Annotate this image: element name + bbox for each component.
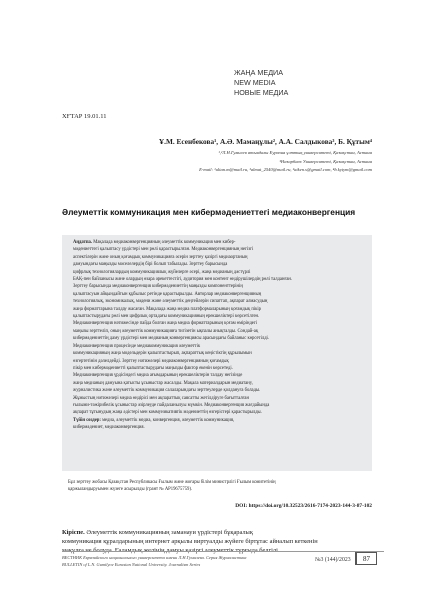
- abstract-line: аспектілерін және оның қоғамдық коммуникацияға әсерін зерттеу қазіргі медиаортаның: [73, 254, 248, 260]
- abstract-line: БАҚ-пен байланысы және олардың өзара әрекеттестігі, аудитория мен контент өндірушілердің рөлі талданған.: [73, 277, 293, 283]
- abstract-line: ғылыми-тәжірибелік ұсыныстар әзірлеуде пайдаланылуы мүмкін. Медиаконвергенция жағдайында: [73, 402, 270, 408]
- abstract-line: маңызы зерттеліп, оның әлеуметтік коммуникацияға тигізетін ықпалы анықталды. Сондай-ақ: [73, 328, 259, 334]
- intro-label: Кіріспе.: [62, 529, 85, 536]
- abstract-line: Жұмыстың нәтижелері медиа өндірісі мен ақпараттық саясатты жетілдіруге бағытталған: [73, 395, 249, 401]
- abstract-line: жаңа медианың дамуына қатысты ұсыныстар жасалды. Мақала материалдарын медиатану,: [73, 380, 253, 386]
- journal-name-en: BULLETIN of L.N. Gumilyov Eurasian National University. Journalism Series: [62, 562, 201, 567]
- acknowledgement: [68, 479, 368, 494]
- page-number: 87: [355, 552, 377, 565]
- intro-line: Әлеуметтік коммуникацияның заманауи үрдістері бұқаралық: [86, 529, 253, 536]
- intro-first-line: [62, 528, 384, 537]
- rubric-ru: НОВЫЕ МЕДИА: [234, 88, 289, 97]
- keywords-continued: кибермәдениет, медиаконвергенция.: [73, 425, 145, 431]
- abstract-line: Медиаконвергенция процесінде медиакоммуникация әлеуметтік: [73, 343, 201, 349]
- abstract-line: цифрлық технологиялардың коммуникациялық жүйелерге әсері, жаңа медианың дәстүрлі: [73, 269, 251, 275]
- affiliation-email: E-mail: ¹ultan.m@mail.ru, ²almat_2540@mail.ru, ³aiken.s@gmail.com, ⁴b.kytym@gmail.com: [199, 167, 372, 173]
- abstract-line: жаңа форматтарына талдау жасаған. Мақалада жаңа медиа платформаларының қоғамдық пікір: [73, 306, 261, 312]
- abstract-line: қалыптастырудағы рөлі мен цифрлық ортадағы коммуникацияның ерекшеліктері көрсетілген.: [73, 314, 260, 320]
- ack-line: Бұл зерттеу жобасы Қазақстан Республикасы Ғылым және жоғары білім министрлігі Ғылым комитетінің: [68, 480, 276, 485]
- abstract-line: коммуникацияның жаңа модельдерін қалыптастырып, ақпараттық кеңістіктің құрылымын: [73, 351, 252, 357]
- intro-line: мақұлға не болуда. Ғаламдық желінің дамуы қазіргі әлеуметтік тұрғыда белгілі.: [62, 547, 280, 555]
- keywords-label: Түйін сөздер:: [73, 417, 101, 423]
- abstract-line: технологиялық, экономикалық, мәдени және әлеуметтік деңгейлерін сипаттап, ақпарат алмасудың: [73, 299, 268, 305]
- affiliation-2: ³Назарбаев Университеті, Қазақстан, Астана: [279, 158, 372, 164]
- abstract-label: Аңдатпа.: [73, 240, 93, 245]
- irsti-code: ХҒТАР 19.01.11: [62, 113, 107, 120]
- article-title: Әлеуметтік коммуникация мен кибермәдениеттегі медиаконвергенция: [62, 207, 356, 217]
- abstract-line: пікір мен кибермәдениетті қалыптастырудағы маңызды фактор екенін көрсетеді.: [73, 365, 233, 371]
- abstract-line: Медиаконвергенция нәтижесінде пайда болған жаңа медиа форматтарының қоғам өміріндегі: [73, 321, 258, 327]
- abstract-line: Зерттеу барысында медиаконвергенция кибермәдениеттің маңызды компоненттерінің: [73, 284, 243, 290]
- authors-line: Ұ.М. Есенбекова¹, А.Ә. Мамаңұлы², А.А. Салдыкова³, Б. Құтым⁴: [158, 137, 372, 146]
- footer-journal: [62, 554, 246, 568]
- journal-name-ru: ВЕСТНИК Евразийского национального университета имени Л.Н.Гумилева. Серия Журналистика: [62, 555, 247, 560]
- doi-link[interactable]: DOI: https://doi.org/10.32523/2616-7174-2023-144-3-87-102: [235, 503, 372, 509]
- abstract-line: кибермәдениеттің даму үрдістері мен медианың конвергенциясы арасындағы байланыс көрсетілді.: [73, 336, 269, 342]
- abstract-line: қалыптасуын айқындайтын құбылыс ретінде қарастырылды. Авторлар медиаконвергенцияның: [73, 291, 262, 297]
- issue-number: №3 (144)/2023: [315, 557, 351, 563]
- abstract-line: Мақалада медиаконвергенцияның әлеуметтік коммуникация мен кибер-: [93, 240, 236, 245]
- abstract-line: журналистика және әлеуметтік коммуникация салаларындағы зерттеулерде қолдануға болады.: [73, 388, 261, 394]
- keywords-line: [73, 417, 363, 424]
- keywords: медиа, әлеуметтік медиа, конвергенция, әлеуметтік коммуникация,: [102, 417, 235, 423]
- abstract-text: [73, 239, 363, 432]
- ack-line: қаржыландыруымен жүзеге асырылды (грант № AP19675759).: [68, 487, 193, 493]
- abstract-line: мәдениеттегі қалыптасу үрдістері мен рөлі қарастырылған. Медиаконвергенцияның негізгі: [73, 247, 254, 253]
- footer-divider: [62, 551, 384, 552]
- affiliations: [62, 149, 372, 175]
- intro-line: коммуникация құралдарының интернет арқылы виртуалды жүйеге біртұтас айналып кеткенін: [62, 538, 318, 546]
- abstract-line: өзгертетінін дәлелдейді. Зерттеу нәтижелері медиаконвергенцияның қоғамдық: [73, 358, 229, 364]
- abstract-line: ақпарат тұтынудың жаңа әдістері мен коммуникативтік мәдениеттің өзгерістері қарастырылды.: [73, 410, 262, 416]
- abstract-line: дамуындағы маңызды мәселелердің бірі болып табылады. Зерттеу барысында: [73, 262, 228, 268]
- rubric-kz: ЖАҢА МЕДИА: [234, 68, 284, 77]
- rubric-en: NEW MEDIA: [234, 78, 276, 87]
- affiliation-1: ¹,²Л.Н.Гумилев атындағы Еуразия ұлттық университеті, Қазақстан, Астана: [218, 150, 372, 155]
- section-rubric: [234, 68, 288, 98]
- abstract-first-line: [73, 239, 363, 246]
- abstract-line: Медиаконвергенция үрдісіндегі медиа ағымдарының ерекшеліктерін талдау негізінде: [73, 373, 243, 379]
